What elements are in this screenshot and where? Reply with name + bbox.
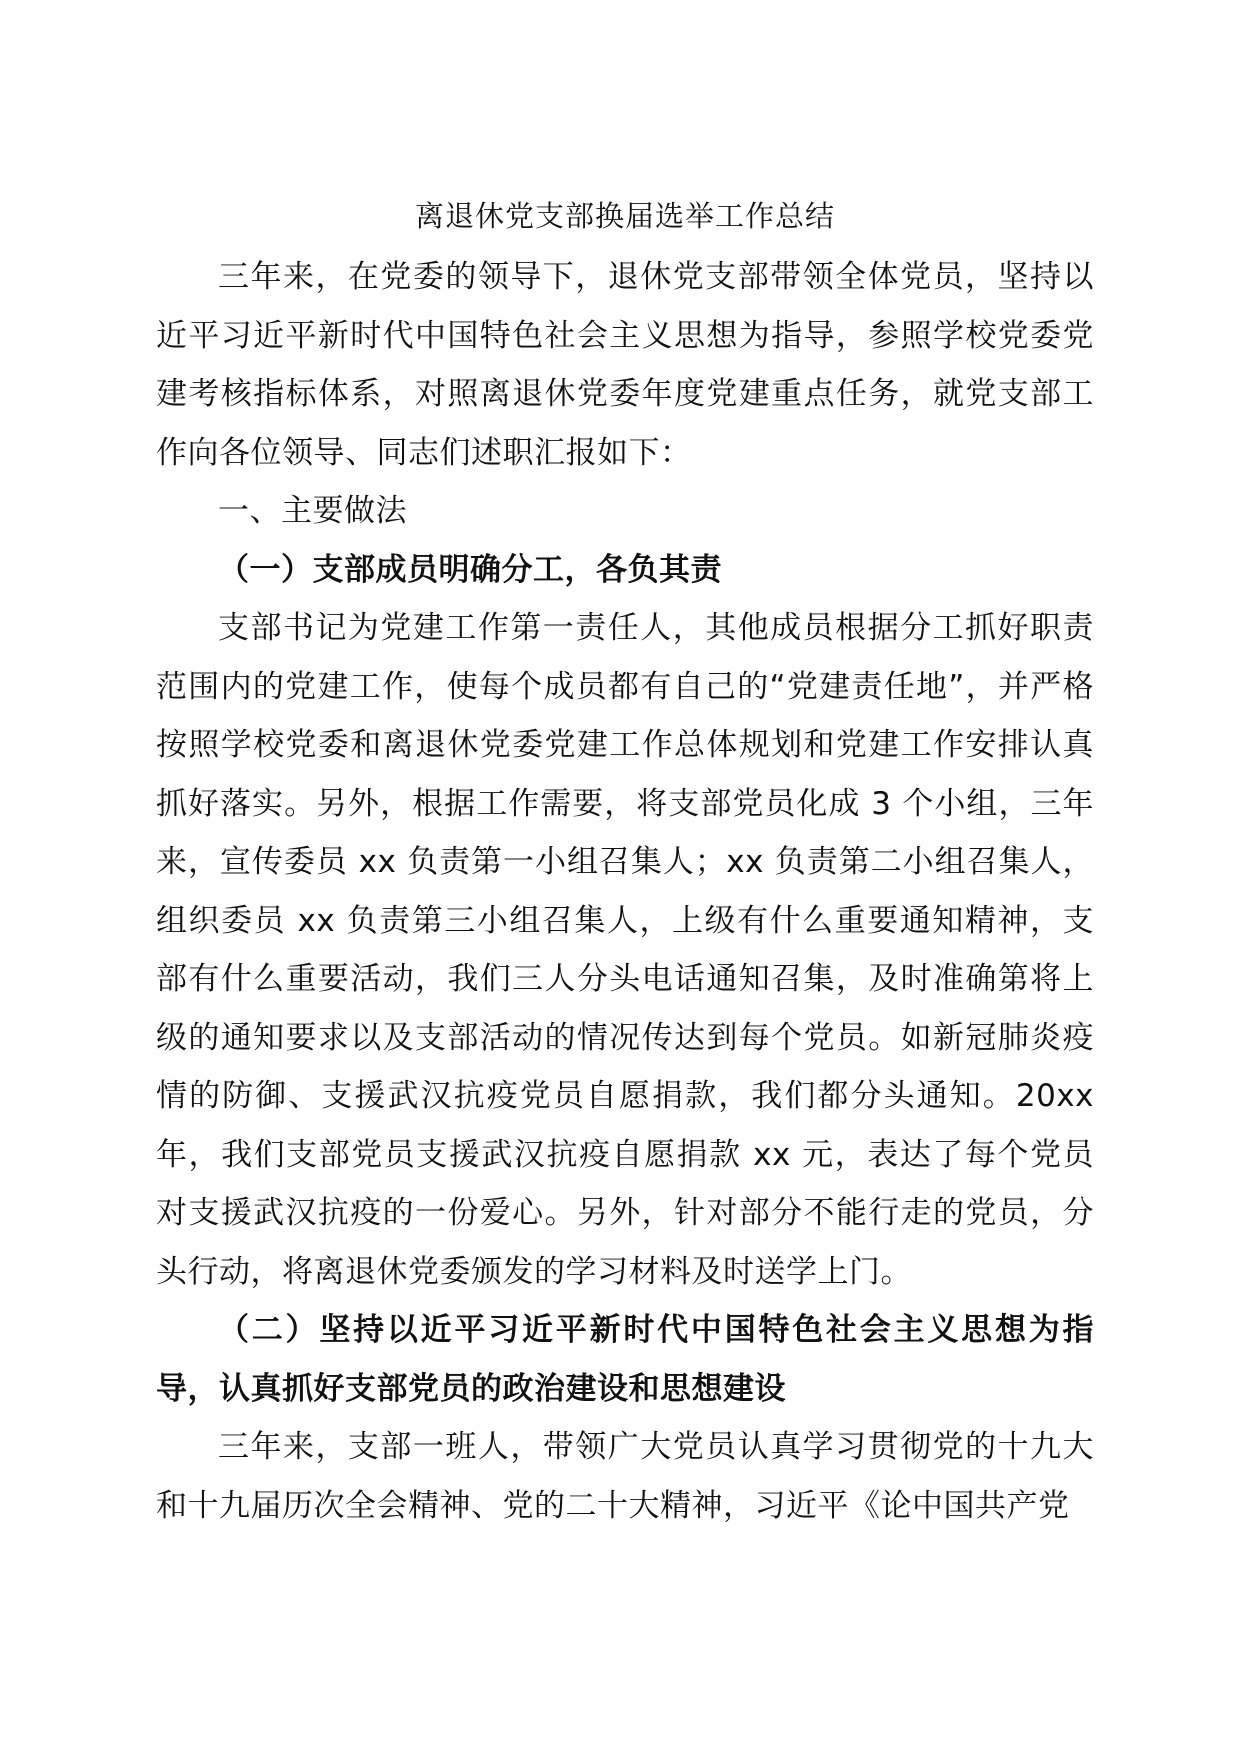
- document-body: [156, 192, 1094, 1535]
- subsection-2-paragraph: 三年来，支部一班人，带领广大党员认真学习贯彻党的十九大和十九届历次全会精神、党的二十大精神，习近平《论中国共产党: [156, 1429, 1094, 1524]
- subsection-heading-1: （一）支部成员明确分工，各负其责: [218, 551, 722, 588]
- intro-paragraph: 三年来，在党委的领导下，退休党支部带领全体党员，坚持以近平习近平新时代中国特色社会主义思想为指导，参照学校党委党建考核指标体系，对照离退休党委年度党建重点任务，就党支部工作向各位领导、同志们述职汇报如下：: [156, 259, 1094, 471]
- subsection-heading-2: （二）坚持以近平习近平新时代中国特色社会主义思想为指导，认真抓好支部党员的政治建设和思想建设: [156, 1312, 1094, 1407]
- document-title: 离退休党支部换届选举工作总结: [414, 199, 835, 233]
- subsection-1-paragraph: 支部书记为党建工作第一责任人，其他成员根据分工抓好职责范围内的党建工作，使每个成员都有自己的“党建责任地”，并严格按照学校党委和离退休党委党建工作总体规划和党建工作安排认真抓好落实。另外，根据工作需要，将支部党员化成 3 个小组，三年来，宣传委员 xx 负责第一小组召集人；xx 负责第二小组召集人，组织委员 xx 负责第三小组召集人，上级有什么重要通知精神，支部有什么重要活动，我们三人分头电话通知召集，及时准确第将上级的通知要求以及支部活动的情况传达到每个党员。如新冠肺炎疫情的防御、支援武汉抗疫党员自愿捐款，我们都分头通知。20xx 年，我们支部党员支援武汉抗疫自愿捐款 xx 元，表达了每个党员对支援武汉抗疫的一份爱心。另外，针对部分不能行走的党员，分头行动，将离退休党委颁发的学习材料及时送学上门。: [156, 610, 1094, 1290]
- section-heading-main-practices: 一、主要做法: [218, 493, 407, 529]
